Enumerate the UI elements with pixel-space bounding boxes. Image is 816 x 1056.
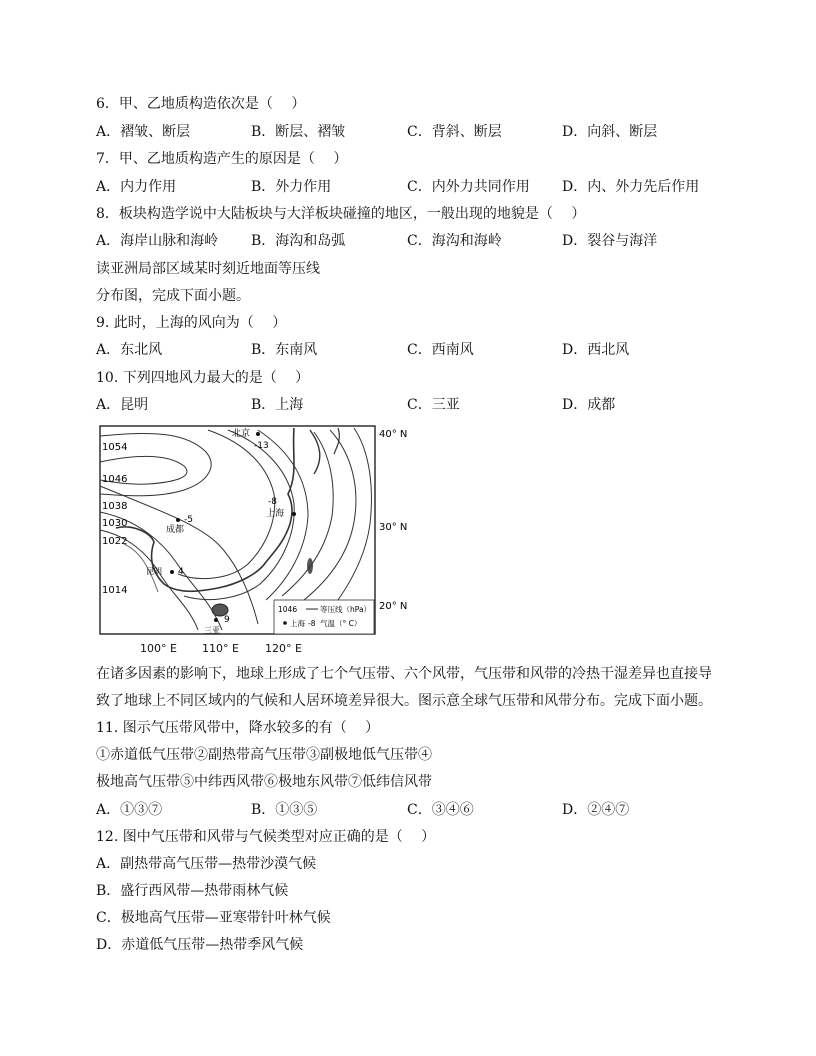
q11-option-b[interactable]: B．①③⑤ — [251, 802, 318, 818]
kunming-dot — [170, 570, 174, 574]
q11-list-line1: ①赤道低气压带②副热带高气压带③副极地低气压带④ — [96, 747, 432, 763]
kunming-temp: 4 — [178, 567, 184, 577]
beijing-name: 北京 — [232, 429, 251, 439]
map-intro-line2: 分布图，完成下面小题。 — [96, 288, 250, 304]
q10-option-c[interactable]: C．三亚 — [407, 397, 460, 413]
q6-option-d[interactable]: D．向斜、断层 — [562, 124, 658, 140]
q8-option-b[interactable]: B．海沟和岛弧 — [251, 233, 346, 249]
isobar-label: 1030 — [102, 518, 128, 529]
lat-label: 30° N — [379, 522, 408, 533]
lat-label: 20° N — [379, 601, 408, 612]
kunming-name: 昆明 — [146, 567, 162, 576]
q7-option-c[interactable]: C．内外力共同作用 — [407, 179, 530, 195]
isobar-map — [98, 424, 416, 638]
q7-option-b[interactable]: B．外力作用 — [251, 179, 332, 195]
pressure-intro-line1: 在诸多因素的影响下，地球上形成了七个气压带、六个风带，气压带和风带的冷热干湿差异也直接导 — [96, 666, 712, 682]
beijing-dot — [256, 432, 260, 436]
q7-option-a[interactable]: A．内力作用 — [96, 179, 177, 195]
isobar-label: 1054 — [102, 442, 128, 453]
q11-option-c[interactable]: C．③④⑥ — [407, 802, 474, 818]
lat-label: 40° N — [379, 429, 408, 440]
q8-stem: 8．板块构造学说中大陆板块与大洋板块碰撞的地区，一般出现的地貌是（ ） — [96, 206, 586, 222]
sanya-name: 三亚 — [204, 626, 220, 635]
q6-option-c[interactable]: C．背斜、断层 — [407, 124, 502, 140]
lon-label: 120° E — [265, 642, 302, 655]
beijing-temp: -13 — [254, 441, 269, 451]
q12-option-a[interactable]: A．副热带高气压带—热带沙漠气候 — [96, 856, 317, 872]
q8-option-d[interactable]: D．裂谷与海洋 — [562, 233, 658, 249]
lon-label: 110° E — [202, 642, 239, 655]
q9-option-c[interactable]: C．西南风 — [407, 342, 474, 358]
q9-stem: 9. 此时，上海的风向为（ ） — [96, 315, 287, 331]
q12-option-b[interactable]: B．盛行西风带—热带雨林气候 — [96, 883, 289, 899]
chengdu-name: 成都 — [166, 525, 185, 535]
q9-option-b[interactable]: B．东南风 — [251, 342, 318, 358]
q7-option-d[interactable]: D．内、外力先后作用 — [562, 179, 700, 195]
pressure-intro-line2: 致了地球上不同区域内的气候和人居环境差异很大。图示意全球气压带和风带分布。完成下面小题。 — [96, 693, 712, 709]
q10-option-d[interactable]: D．成都 — [562, 397, 616, 413]
shanghai-temp: -8 — [268, 497, 277, 507]
shanghai-name: 上海 — [266, 509, 285, 519]
q10-option-b[interactable]: B．上海 — [251, 397, 304, 413]
q12-option-d[interactable]: D．赤道低气压带—热带季风气候 — [96, 937, 304, 953]
q6-stem: 6．甲、乙地质构造依次是（ ） — [96, 96, 306, 112]
q8-option-c[interactable]: C．海沟和海岭 — [407, 233, 502, 249]
legend-isobar-value: 1046 — [278, 605, 298, 614]
isobar-label: 1022 — [102, 536, 128, 547]
q8-option-a[interactable]: A．海岸山脉和海岭 — [96, 233, 219, 249]
sanya-dot — [214, 618, 218, 622]
isobar-label: 1014 — [102, 585, 128, 596]
q12-stem: 12. 图中气压带和风带与气候类型对应正确的是（ ） — [96, 829, 436, 845]
q9-option-d[interactable]: D．西北风 — [562, 342, 630, 358]
q9-option-a[interactable]: A．东北风 — [96, 342, 163, 358]
q11-option-a[interactable]: A．①③⑦ — [96, 802, 163, 818]
q11-option-d[interactable]: D．②④⑦ — [562, 802, 630, 818]
legend-temp-example: -8 — [308, 619, 316, 628]
isobar-label: 1038 — [102, 501, 128, 512]
lon-label: 100° E — [140, 642, 177, 655]
q11-stem: 11. 图示气压带风带中，降水较多的有（ ） — [96, 720, 380, 736]
legend-isobar-text: 等压线（hPa） — [320, 605, 372, 614]
legend-city-example: 上海 — [290, 619, 305, 628]
shanghai-dot — [292, 512, 296, 516]
chengdu-dot — [176, 518, 180, 522]
q10-stem: 10. 下列四地风力最大的是（ ） — [96, 370, 310, 386]
chengdu-temp: -5 — [184, 515, 193, 525]
isobar-label: 1046 — [102, 474, 128, 485]
q11-list-line2: 极地高气压带⑤中纬西风带⑥极地东风带⑦低纬信风带 — [96, 774, 432, 790]
q10-option-a[interactable]: A．昆明 — [96, 397, 149, 413]
q7-stem: 7．甲、乙地质构造产生的原因是（ ） — [96, 151, 348, 167]
sanya-temp: 9 — [224, 615, 230, 625]
legend-temp-text: 气温（° C） — [320, 619, 362, 628]
map-intro-line1: 读亚洲局部区域某时刻近地面等压线 — [96, 261, 320, 277]
q6-option-b[interactable]: B．断层、褶皱 — [251, 124, 346, 140]
q6-option-a[interactable]: A．褶皱、断层 — [96, 124, 191, 140]
q12-option-c[interactable]: C．极地高气压带—亚寒带针叶林气候 — [96, 910, 331, 926]
